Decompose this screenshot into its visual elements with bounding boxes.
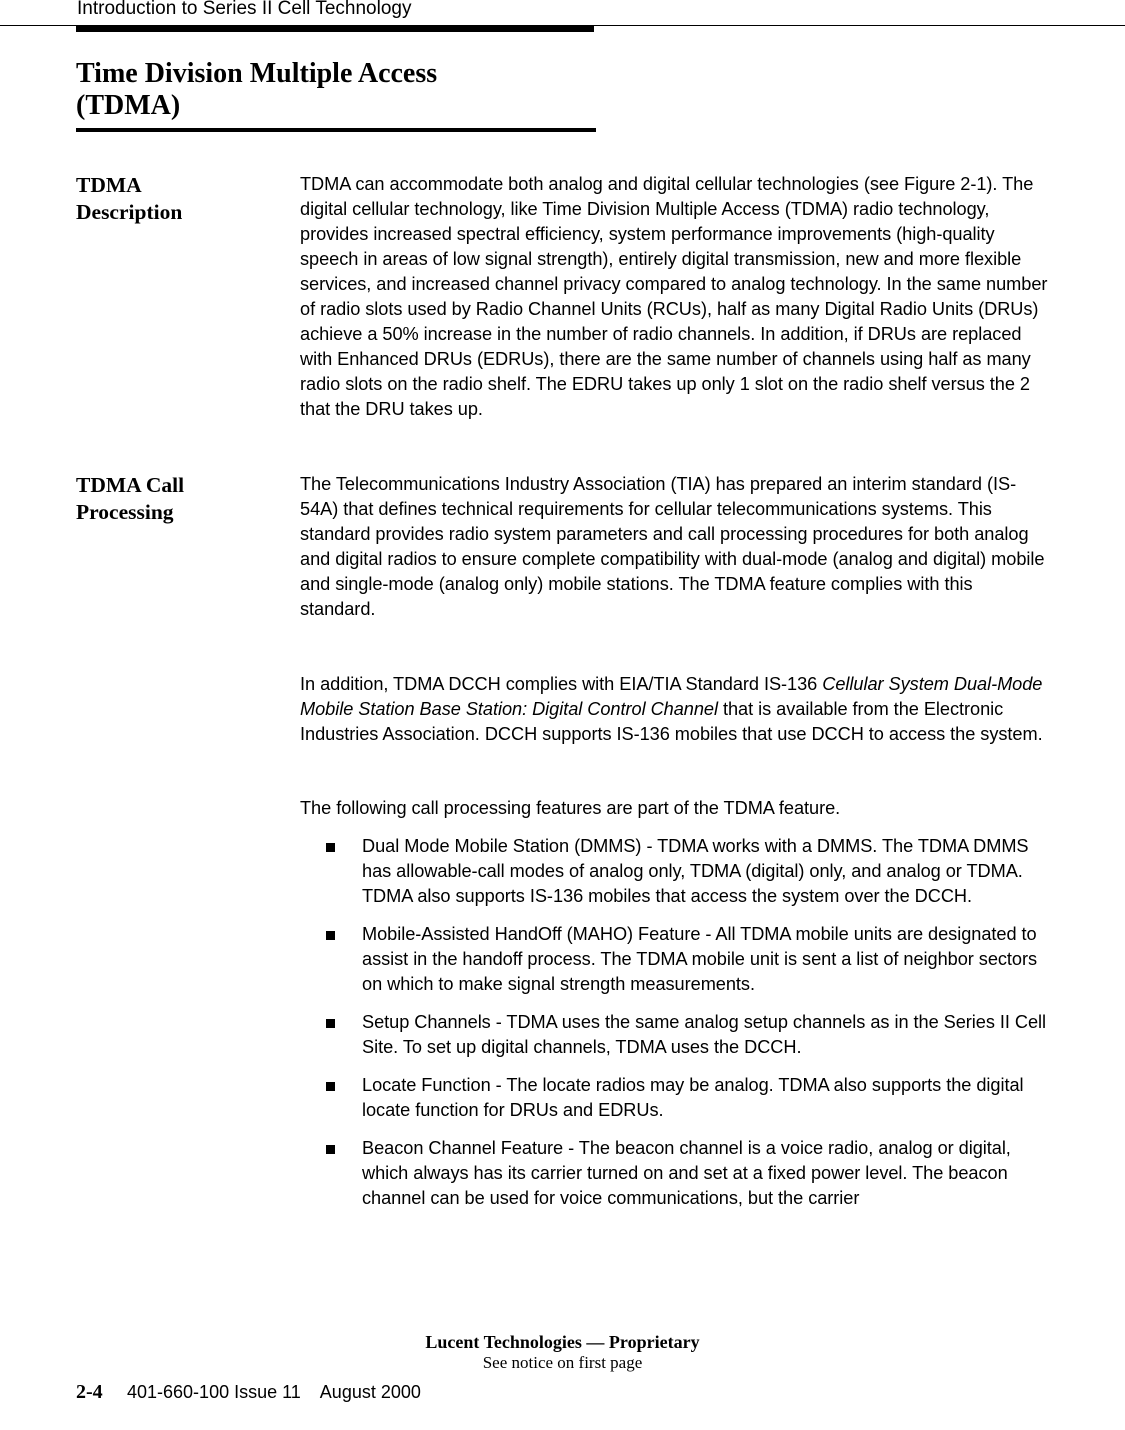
section-heading-tdma-description: [76, 172, 276, 226]
bullet-square-icon: [326, 1082, 335, 1091]
heading-line: Processing: [76, 500, 174, 524]
page-number: 2-4: [76, 1381, 103, 1403]
bullet-square-icon: [326, 1145, 335, 1154]
standard-title: Cellular System Dual-Mode Mobile Station Base Station: Digital Control Channel: [300, 674, 1043, 719]
paragraph-text: that is available from the Electronic Industries Association. DCCH supports IS-136 mobiles that use DCCH to access the system.: [300, 699, 1043, 744]
title-rule: [76, 128, 596, 132]
list-item: [300, 1136, 1050, 1211]
feature-list: [300, 834, 1060, 1224]
heading-line: TDMA Call: [76, 473, 185, 497]
list-item: [300, 1010, 1050, 1060]
bullet-square-icon: [326, 931, 335, 940]
footer-company: Lucent Technologies — Proprietary: [425, 1332, 700, 1352]
bullet-square-icon: [326, 1019, 335, 1028]
page-title-line1: Time Division Multiple Access: [76, 58, 438, 89]
running-header: Introduction to Series II Cell Technology: [77, 0, 412, 19]
heading-line: TDMA: [76, 173, 142, 197]
list-item: [300, 834, 1050, 909]
list-item-text: Locate Function - The locate radios may be analog. TDMA also supports the digital locate function for DRUs and EDRUs.: [362, 1075, 1024, 1120]
bullet-square-icon: [326, 843, 335, 852]
paragraph-text: In addition, TDMA DCCH complies with EIA/TIA Standard IS-136: [300, 674, 823, 694]
list-item-text: Dual Mode Mobile Station (DMMS) - TDMA works with a DMMS. The TDMA DMMS has allowable-call modes of analog only, TDMA (digital) only, and analog or TDMA. TDMA also supports IS-136 mobiles that access the system over the DCCH.: [362, 836, 1029, 906]
call-processing-paragraph-3: The following call processing features are part of the TDMA feature.: [300, 798, 841, 818]
page-title: [76, 58, 596, 122]
list-item: [300, 922, 1050, 997]
document-info: 401-660-100 Issue 11 August 2000: [127, 1382, 421, 1402]
footer-notice: See notice on first page: [482, 1353, 643, 1372]
page-title-line2: (TDMA): [76, 90, 181, 121]
header-bar: [76, 25, 594, 32]
list-item: [300, 1073, 1050, 1123]
list-item-text: Beacon Channel Feature - The beacon channel is a voice radio, analog or digital, which always has its carrier turned on and set at a fixed power level. The beacon channel can be used for voice communications, but the carrier: [362, 1138, 1011, 1208]
call-processing-paragraph-2: [300, 672, 1050, 747]
heading-line: Description: [76, 200, 183, 224]
description-paragraph: TDMA can accommodate both analog and digital cellular technologies (see Figure 2-1). The digital cellular technology, like Time Division Multiple Access (TDMA) radio technology, provides increased spectral efficiency, system performance improvements (high-quality speech in areas of low signal strength), entirely digital transmission, new and more flexible services, and increased channel privacy compared to analog technology. In the same number of radio slots used by Radio Channel Units (RCUs), half as many Digital Radio Units (DRUs) achieve a 50% increase in the number of radio channels. In addition, if DRUs are replaced with Enhanced DRUs (EDRUs), there are the same number of channels using half as many radio slots on the radio shelf. The EDRU takes up only 1 slot on the radio shelf versus the 2 that the DRU takes up.: [300, 174, 1048, 419]
list-item-text: Setup Channels - TDMA uses the same analog setup channels as in the Series II Cell Site. To set up digital channels, TDMA uses the DCCH.: [362, 1012, 1047, 1057]
call-processing-paragraph-1: The Telecommunications Industry Association (TIA) has prepared an interim standard (IS-54A) that defines technical requirements for cellular telecommunications systems. This standard provides radio system parameters and call processing procedures for both analog and digital radios to ensure complete compatibility with dual-mode (analog and digital) mobile and single-mode (analog only) mobile stations. The TDMA feature complies with this standard.: [300, 474, 1045, 619]
section-heading-tdma-call-processing: [76, 472, 276, 526]
list-item-text: Mobile-Assisted HandOff (MAHO) Feature - All TDMA mobile units are designated to assist in the handoff process. The TDMA mobile unit is sent a list of neighbor sectors on which to make signal strength measurements.: [362, 924, 1038, 994]
